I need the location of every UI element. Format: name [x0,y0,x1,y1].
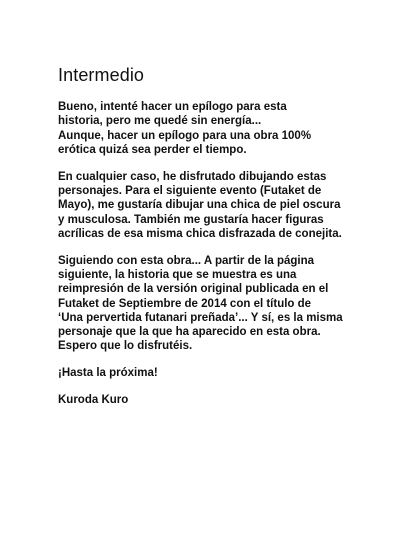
text-line: Espero que lo disfrutéis. [58,340,193,353]
page-title: Intermedio [58,65,145,85]
text-line: Futaket de Septiembre de 2014 con el título de [58,297,312,310]
text-line: personaje que la que ha aparecido en esta obra. [58,326,321,339]
text-line: ‘Una pervertida futanari preñada’... Y sí, es la misma [58,311,343,324]
author-name: Kuroda Kuro [58,394,129,407]
text-line: Bueno, intenté hacer un epílogo para esta [58,101,287,113]
text-line: acrílicas de esa misma chica disfrazada de conejita. [58,227,342,240]
text-line: Aunque, hacer un epílogo para una obra 100% [58,129,312,142]
paragraph-farewell [58,366,358,380]
body-text [58,100,358,420]
paragraph-signature [58,393,358,407]
paragraph-next-event [58,170,358,241]
text-line: y musculosa. También me gustaría hacer figuras [58,213,324,226]
text-line: En cualquier caso, he disfrutado dibujando estas [58,170,327,183]
text-line: personajes. Para el siguiente evento (Futaket de [58,184,322,197]
text-line: Mayo), me gustaría dibujar una chica de piel oscura [58,199,341,212]
text-line: historia, pero me quedé sin energía... [58,115,262,128]
paragraph-epilogue [58,100,358,157]
text-line: reimpresión de la versión original publicada en el [58,283,329,296]
text-line: ¡Hasta la próxima! [58,367,158,380]
paragraph-reprint [58,254,358,354]
text-line: Siguiendo con esta obra... A partir de la página [58,254,315,267]
text-line: siguiente, la historia que se muestra es una [58,268,297,281]
text-line: erótica quizá sea perder el tiempo. [58,143,247,156]
